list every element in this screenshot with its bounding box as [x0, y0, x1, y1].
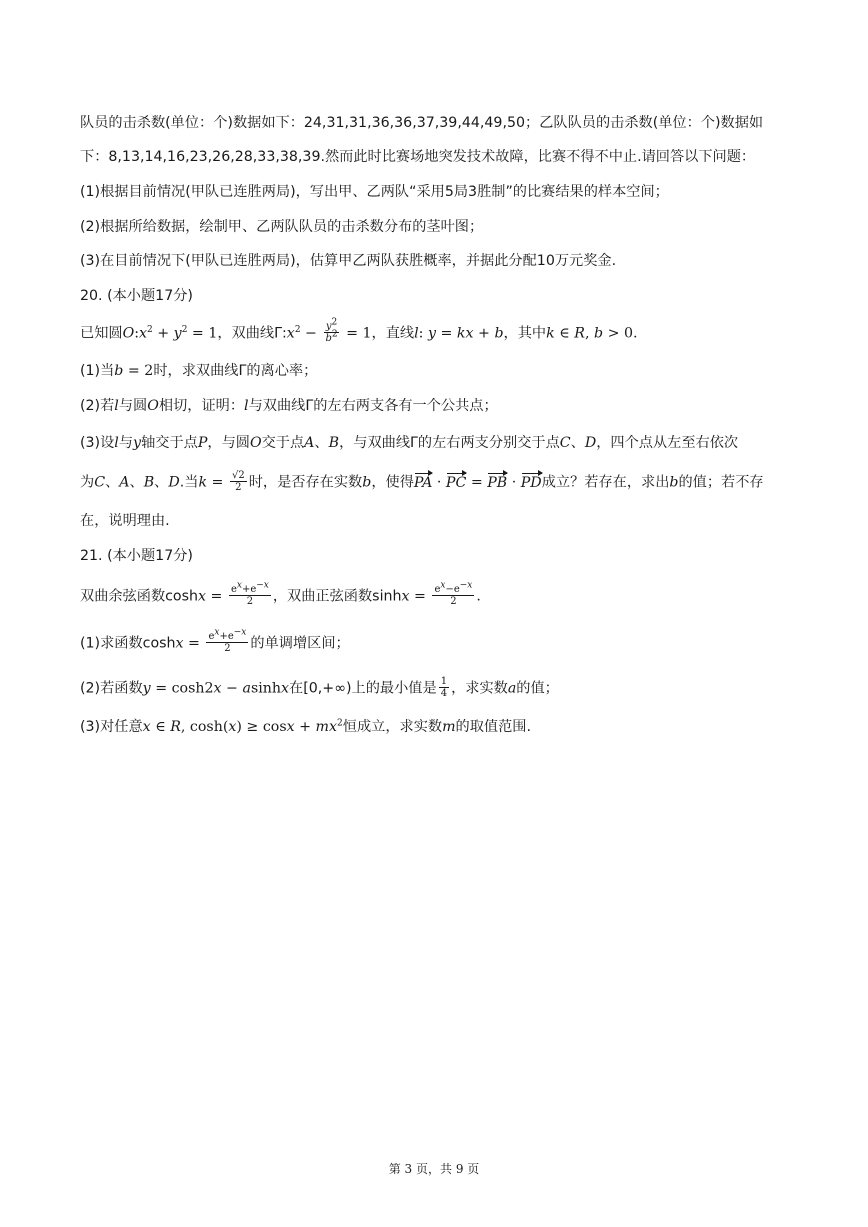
q20-item-1-text-b: 时，求双曲线Γ的离心率； [153, 363, 318, 379]
q19-item-2: (2)根据所给数据，绘制甲、乙两队队员的击杀数分布的茎叶图； [80, 219, 484, 235]
q20-item-3-text-c: 轴交于点 [141, 435, 198, 451]
q20-item-2-text-c: 相切，证明： [158, 398, 245, 414]
q20-item-3-text-h: 为 [80, 474, 95, 491]
q21-item-1-text-b: 的单调增区间； [250, 635, 350, 652]
q19-data-line-1: 队员的击杀数(单位：个)数据如下：24,31,31,36,36,37,39,44,49,50；乙队队员的击杀数(单位：个)数据如 [80, 115, 764, 131]
q20-item-1-text-a: (1)当 [80, 363, 115, 379]
q21-item-3-text-b: 恒成立，求实数 [342, 719, 443, 735]
q20-item-3-text-i: .当 [179, 474, 199, 491]
q21-item-3: (3)对任意x ∈ R, $\cosh(x) \ge \cos x + mx^2$恒成立，求实数m的取值范围. [80, 718, 531, 735]
q20-item-2: (2)若l与圆O相切，证明：l与双曲线Γ的左右两支各有一个公共点； [80, 398, 498, 414]
q20-item-3-text-f: ，与双曲线Γ的左右两支分别交于点 [339, 435, 560, 451]
q21-header: 21. (本小题17分) [80, 548, 193, 564]
q21-item-1-text-a: (1)求函数cosh [80, 635, 176, 652]
q21-stem-text-a: 双曲余弦函数cosh [80, 588, 198, 605]
q21-stem-text-b: ，双曲正弦函数sinh [272, 588, 402, 605]
q21-item-2-text-b: 在[0,+∞)上的最小值是 [289, 680, 437, 697]
q21-item-1: (1)求函数coshx = $\frac{e^x+e^{-x}}{2}$ 的单调增区间； [80, 627, 350, 654]
q20-stem-text-b: ，双曲线Γ: [217, 325, 287, 342]
q20-stem: 已知圆$O:x^2 + y^2 = 1$，双曲线$\Gamma:x^2$ − $\frac{y^2}{b^2}$ = 1，直线l: y = kx + b，其中k ∈ R, b > 0. [80, 317, 638, 344]
q20-header: 20. (本小题17分) [80, 288, 193, 304]
q20-item-3-text-b: 与 [118, 435, 134, 451]
page-number-footer: 第 3 页，共 9 页 [388, 1162, 480, 1176]
q20-item-3-text-m: 的值；若不存 [678, 474, 764, 491]
q20-item-2-text-d: 与双曲线Γ的左右两支各有一个公共点； [248, 398, 498, 414]
q20-item-2-text-b: 与圆 [118, 398, 148, 414]
q19-data-line-2: 下：8,13,14,16,23,26,28,33,38,39.然而此时比赛场地突发技术故障，比赛不得不中止.请回答以下问题： [80, 149, 756, 165]
q21-item-3-text-c: 的取值范围. [455, 719, 531, 735]
q20-item-3-text-l: 成立？若存在，求出 [541, 474, 670, 491]
q20-item-3-text-k: ，使得 [371, 474, 414, 491]
q19-item-1: (1)根据目前情况(甲队已连胜两局)，写出甲、乙两队“采用5局3胜制”的比赛结果的样本空间； [80, 184, 669, 200]
q20-stem-text-a: 已知圆 [80, 325, 123, 342]
q20-item-3-text-d: ，与圆 [207, 435, 250, 451]
q21-item-2-text-d: 的值； [516, 680, 559, 697]
q20-item-3-line-3: 在，说明理由. [80, 513, 170, 529]
q20-item-1: (1)当b = 2时，求双曲线Γ的离心率； [80, 363, 318, 379]
q21-item-2-text-c: ，求实数 [451, 680, 508, 697]
q20-item-3-text-g: ，四个点从左至右依次 [596, 435, 739, 451]
q20-item-2-text-a: (2)若 [80, 398, 115, 414]
q20-item-3-line-1: (3)设l与y轴交于点P，与圆O交于点A、B，与双曲线Γ的左右两支分别交于点C、D，四个点从左至右依次 [80, 435, 739, 451]
q21-item-2-text-a: (2)若函数 [80, 680, 143, 697]
q21-item-2: (2)若函数y = cosh2x − asinhx在[0,+∞)上的最小值是 $\frac{1}{4}$ ，求实数a的值； [80, 676, 559, 699]
q20-item-3-text-e: 交于点 [261, 435, 305, 451]
q20-item-3-text-j: 时，是否存在实数 [248, 474, 363, 491]
q20-stem-text-c: ，直线 [371, 325, 415, 342]
q20-stem-text-d: ，其中 [503, 325, 547, 342]
q19-item-3: (3)在目前情况下(甲队已连胜两局)，估算甲乙两队获胜概率，并据此分配10万元奖金. [80, 253, 617, 269]
q21-item-3-text-a: (3)对任意 [80, 719, 143, 735]
q20-item-3-line-2: 为C、A、B、D.当k = $\frac{√2}{2}$ 时，是否存在实数b，使得PA · PC = PB · PD成立？若存在，求出b的值；若不存 [80, 470, 764, 493]
q20-item-3-text-a: (3)设 [80, 435, 115, 451]
q21-stem: 双曲余弦函数coshx = $\frac{e^x+e^{-x}}{2}$ ，双曲正弦函数sinhx = $\frac{e^x-e^{-x}}{2}$ . [80, 580, 481, 607]
